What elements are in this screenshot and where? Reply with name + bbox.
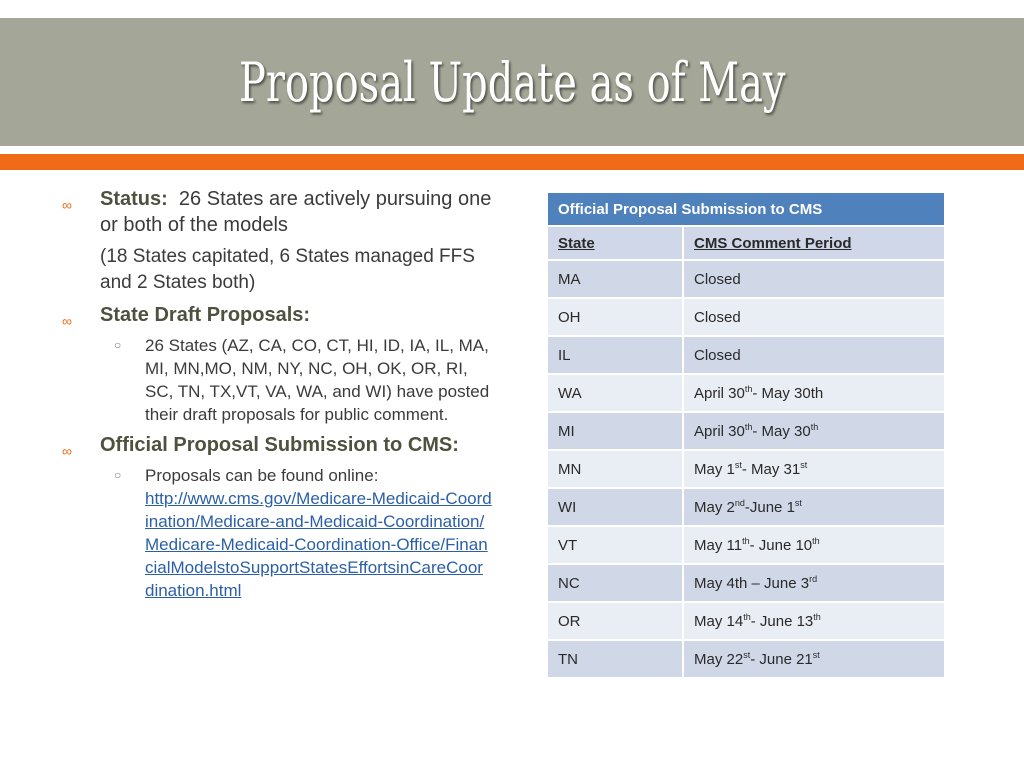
- bullet-list: [62, 186, 492, 602]
- state-cell: IL: [548, 336, 683, 374]
- state-cell: NC: [548, 564, 683, 602]
- state-cell: VT: [548, 526, 683, 564]
- period-cell: Closed: [683, 260, 944, 298]
- submission-table: [548, 193, 944, 677]
- submission-label: Official Proposal Submission to CMS:: [100, 434, 459, 456]
- table-row: [548, 450, 944, 488]
- period-cell: April 30th- May 30th: [683, 374, 944, 412]
- table-row: [548, 488, 944, 526]
- period-cell: May 4th – June 3rd: [683, 564, 944, 602]
- bullet-swirl-icon: ∞: [62, 313, 72, 329]
- circle-bullet-icon: ○: [114, 468, 122, 482]
- proposals-link[interactable]: http://www.cms.gov/Medicare-Medicaid-Coordination/Medicare-and-Medicaid-Coordination/Medicare-Medicaid-Coordination-Office/FinancialModelstoSupportStatesEffortsinCareCoordination.html: [145, 489, 492, 600]
- period-cell: April 30th- May 30th: [683, 412, 944, 450]
- bullet-status: [62, 186, 492, 238]
- table-row: [548, 602, 944, 640]
- draft-sub-item: [62, 334, 492, 426]
- table-row: [548, 564, 944, 602]
- period-cell: Closed: [683, 298, 944, 336]
- table-row: [548, 526, 944, 564]
- table-row: [548, 336, 944, 374]
- status-label: Status:: [100, 188, 168, 210]
- state-cell: TN: [548, 640, 683, 677]
- table-row: [548, 640, 944, 677]
- bullet-draft: [62, 302, 492, 328]
- period-cell: May 22st- June 21st: [683, 640, 944, 677]
- table-row: [548, 298, 944, 336]
- table-caption: Official Proposal Submission to CMS: [548, 193, 944, 226]
- accent-divider: [0, 154, 1024, 170]
- state-cell: WI: [548, 488, 683, 526]
- online-sub-item: [62, 464, 492, 602]
- period-cell: May 14th- June 13th: [683, 602, 944, 640]
- state-cell: MN: [548, 450, 683, 488]
- state-cell: WA: [548, 374, 683, 412]
- state-cell: OH: [548, 298, 683, 336]
- table-row: [548, 260, 944, 298]
- draft-label: State Draft Proposals:: [100, 304, 311, 326]
- table-row: [548, 412, 944, 450]
- online-text: Proposals can be found online:: [145, 466, 379, 485]
- status-text: 26 States are actively pursuing one or both of the models: [100, 188, 492, 236]
- state-cell: OR: [548, 602, 683, 640]
- period-cell: May 11th- June 10th: [683, 526, 944, 564]
- period-cell: Closed: [683, 336, 944, 374]
- circle-bullet-icon: ○: [114, 338, 122, 352]
- col-header-period: CMS Comment Period: [683, 226, 944, 260]
- bullet-submission: [62, 432, 492, 458]
- col-header-state: State: [548, 226, 683, 260]
- bullet-swirl-icon: ∞: [62, 443, 72, 459]
- state-cell: MA: [548, 260, 683, 298]
- status-note: (18 States capitated, 6 States managed FFS and 2 States both): [100, 246, 475, 293]
- period-cell: May 2nd-June 1st: [683, 488, 944, 526]
- slide-title: Proposal Update as of May: [238, 50, 786, 114]
- state-cell: MI: [548, 412, 683, 450]
- period-cell: May 1st- May 31st: [683, 450, 944, 488]
- draft-text: 26 States (AZ, CA, CO, CT, HI, ID, IA, IL, MA, MI, MN,MO, NM, NY, NC, OH, OK, OR, RI, SC, TN, TX,VT, VA, WA, and WI) have posted their draft proposals for public comment.: [145, 336, 490, 424]
- title-banner: [0, 18, 1024, 146]
- table-row: [548, 374, 944, 412]
- bullet-swirl-icon: ∞: [62, 197, 72, 213]
